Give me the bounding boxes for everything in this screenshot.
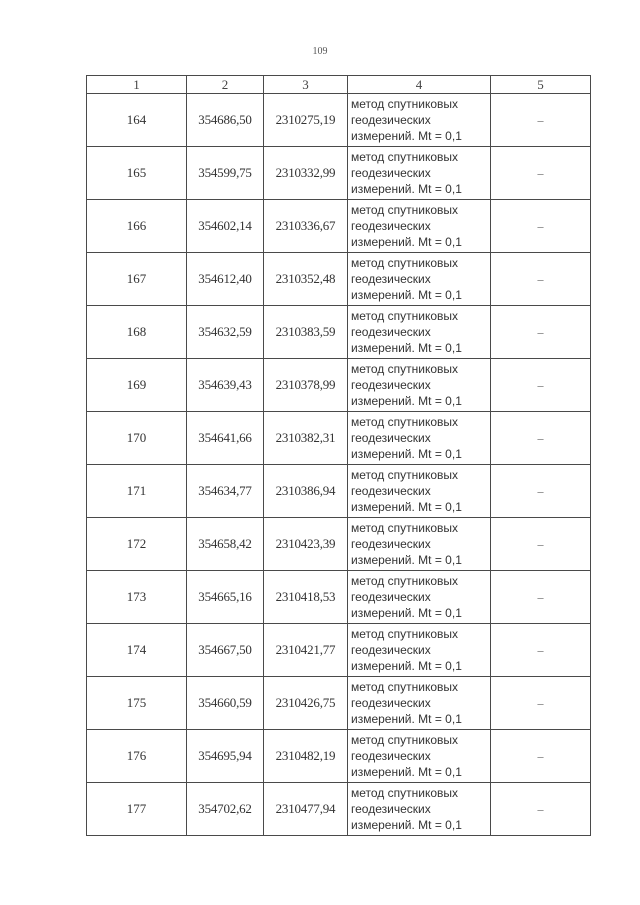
table-row — [87, 200, 591, 253]
table-row — [87, 412, 591, 465]
coordinates-table — [86, 75, 591, 836]
table-row — [87, 518, 591, 571]
coordinate-y: 2310332,99 — [264, 147, 348, 200]
point-number: 172 — [87, 518, 187, 571]
method-line: геодезических — [351, 643, 431, 657]
method-line: метод спутниковых — [351, 468, 459, 482]
point-number: 168 — [87, 306, 187, 359]
method-line: измерений. Mt = 0,1 — [351, 606, 462, 620]
coordinate-x: 354667,50 — [187, 624, 264, 677]
method-line: метод спутниковых — [351, 415, 459, 429]
coordinate-y: 2310378,99 — [264, 359, 348, 412]
table-row — [87, 783, 591, 836]
coordinate-y: 2310426,75 — [264, 677, 348, 730]
column-header-2: 2 — [187, 76, 264, 94]
point-number: 177 — [87, 783, 187, 836]
method-description — [348, 624, 491, 677]
coordinate-y: 2310275,19 — [264, 94, 348, 147]
column-5-value: – — [491, 571, 591, 624]
table-row — [87, 359, 591, 412]
method-line: метод спутниковых — [351, 256, 459, 270]
column-5-value: – — [491, 465, 591, 518]
column-5-value: – — [491, 730, 591, 783]
method-line: метод спутниковых — [351, 733, 459, 747]
method-line: геодезических — [351, 590, 431, 604]
column-5-value: – — [491, 200, 591, 253]
point-number: 169 — [87, 359, 187, 412]
point-number: 173 — [87, 571, 187, 624]
method-description — [348, 730, 491, 783]
method-line: метод спутниковых — [351, 680, 459, 694]
method-line: геодезических — [351, 484, 431, 498]
method-line: геодезических — [351, 219, 431, 233]
method-description — [348, 465, 491, 518]
coordinate-y: 2310418,53 — [264, 571, 348, 624]
method-line: измерений. Mt = 0,1 — [351, 394, 462, 408]
point-number: 164 — [87, 94, 187, 147]
coordinate-x: 354602,14 — [187, 200, 264, 253]
coordinate-x: 354695,94 — [187, 730, 264, 783]
point-number: 174 — [87, 624, 187, 677]
method-line: геодезических — [351, 749, 431, 763]
method-description — [348, 571, 491, 624]
coordinate-x: 354632,59 — [187, 306, 264, 359]
method-line: метод спутниковых — [351, 786, 459, 800]
table-header-row — [87, 76, 591, 94]
column-5-value: – — [491, 677, 591, 730]
coordinate-y: 2310336,67 — [264, 200, 348, 253]
coordinate-x: 354686,50 — [187, 94, 264, 147]
table-row — [87, 677, 591, 730]
column-5-value: – — [491, 94, 591, 147]
method-line: геодезических — [351, 272, 431, 286]
column-5-value: – — [491, 359, 591, 412]
coordinate-y: 2310352,48 — [264, 253, 348, 306]
coordinate-y: 2310386,94 — [264, 465, 348, 518]
method-line: метод спутниковых — [351, 627, 459, 641]
coordinate-x: 354702,62 — [187, 783, 264, 836]
column-5-value: – — [491, 412, 591, 465]
method-description — [348, 412, 491, 465]
method-line: измерений. Mt = 0,1 — [351, 288, 462, 302]
coordinate-x: 354665,16 — [187, 571, 264, 624]
coordinate-y: 2310421,77 — [264, 624, 348, 677]
method-line: измерений. Mt = 0,1 — [351, 659, 462, 673]
point-number: 170 — [87, 412, 187, 465]
method-line: геодезических — [351, 166, 431, 180]
column-5-value: – — [491, 147, 591, 200]
method-description — [348, 94, 491, 147]
method-line: метод спутниковых — [351, 150, 459, 164]
coordinate-x: 354599,75 — [187, 147, 264, 200]
point-number: 176 — [87, 730, 187, 783]
column-5-value: – — [491, 518, 591, 571]
table-row — [87, 730, 591, 783]
method-description — [348, 783, 491, 836]
point-number: 166 — [87, 200, 187, 253]
method-description — [348, 677, 491, 730]
coordinate-y: 2310423,39 — [264, 518, 348, 571]
table-row — [87, 253, 591, 306]
method-line: измерений. Mt = 0,1 — [351, 129, 462, 143]
table-row — [87, 147, 591, 200]
column-5-value: – — [491, 783, 591, 836]
coordinate-y: 2310482,19 — [264, 730, 348, 783]
point-number: 175 — [87, 677, 187, 730]
column-5-value: – — [491, 253, 591, 306]
column-5-value: – — [491, 624, 591, 677]
coordinate-y: 2310383,59 — [264, 306, 348, 359]
column-header-4: 4 — [348, 76, 491, 94]
method-description — [348, 359, 491, 412]
point-number: 165 — [87, 147, 187, 200]
method-description — [348, 200, 491, 253]
coordinate-x: 354612,40 — [187, 253, 264, 306]
method-description — [348, 147, 491, 200]
coordinate-x: 354639,43 — [187, 359, 264, 412]
method-description — [348, 518, 491, 571]
table-row — [87, 306, 591, 359]
method-line: геодезических — [351, 325, 431, 339]
method-line: измерений. Mt = 0,1 — [351, 500, 462, 514]
column-header-1: 1 — [87, 76, 187, 94]
table-row — [87, 94, 591, 147]
method-line: метод спутниковых — [351, 203, 459, 217]
table-row — [87, 571, 591, 624]
method-line: геодезических — [351, 113, 431, 127]
method-line: измерений. Mt = 0,1 — [351, 818, 462, 832]
column-5-value: – — [491, 306, 591, 359]
coordinate-x: 354658,42 — [187, 518, 264, 571]
table-row — [87, 624, 591, 677]
column-header-5: 5 — [491, 76, 591, 94]
method-line: метод спутниковых — [351, 362, 459, 376]
column-header-3: 3 — [264, 76, 348, 94]
method-line: геодезических — [351, 378, 431, 392]
method-line: геодезических — [351, 696, 431, 710]
method-line: измерений. Mt = 0,1 — [351, 235, 462, 249]
coordinate-x: 354634,77 — [187, 465, 264, 518]
method-line: измерений. Mt = 0,1 — [351, 712, 462, 726]
method-description — [348, 306, 491, 359]
coordinate-x: 354641,66 — [187, 412, 264, 465]
page-number: 109 — [312, 46, 328, 57]
table-row — [87, 465, 591, 518]
coordinate-y: 2310382,31 — [264, 412, 348, 465]
method-line: метод спутниковых — [351, 521, 459, 535]
method-line: измерений. Mt = 0,1 — [351, 553, 462, 567]
method-description — [348, 253, 491, 306]
point-number: 171 — [87, 465, 187, 518]
method-line: геодезических — [351, 431, 431, 445]
method-line: измерений. Mt = 0,1 — [351, 182, 462, 196]
coordinate-x: 354660,59 — [187, 677, 264, 730]
method-line: измерений. Mt = 0,1 — [351, 341, 462, 355]
method-line: метод спутниковых — [351, 309, 459, 323]
point-number: 167 — [87, 253, 187, 306]
method-line: измерений. Mt = 0,1 — [351, 765, 462, 779]
method-line: измерений. Mt = 0,1 — [351, 447, 462, 461]
coordinate-y: 2310477,94 — [264, 783, 348, 836]
method-line: метод спутниковых — [351, 574, 459, 588]
method-line: геодезических — [351, 802, 431, 816]
method-line: геодезических — [351, 537, 431, 551]
method-line: метод спутниковых — [351, 97, 459, 111]
